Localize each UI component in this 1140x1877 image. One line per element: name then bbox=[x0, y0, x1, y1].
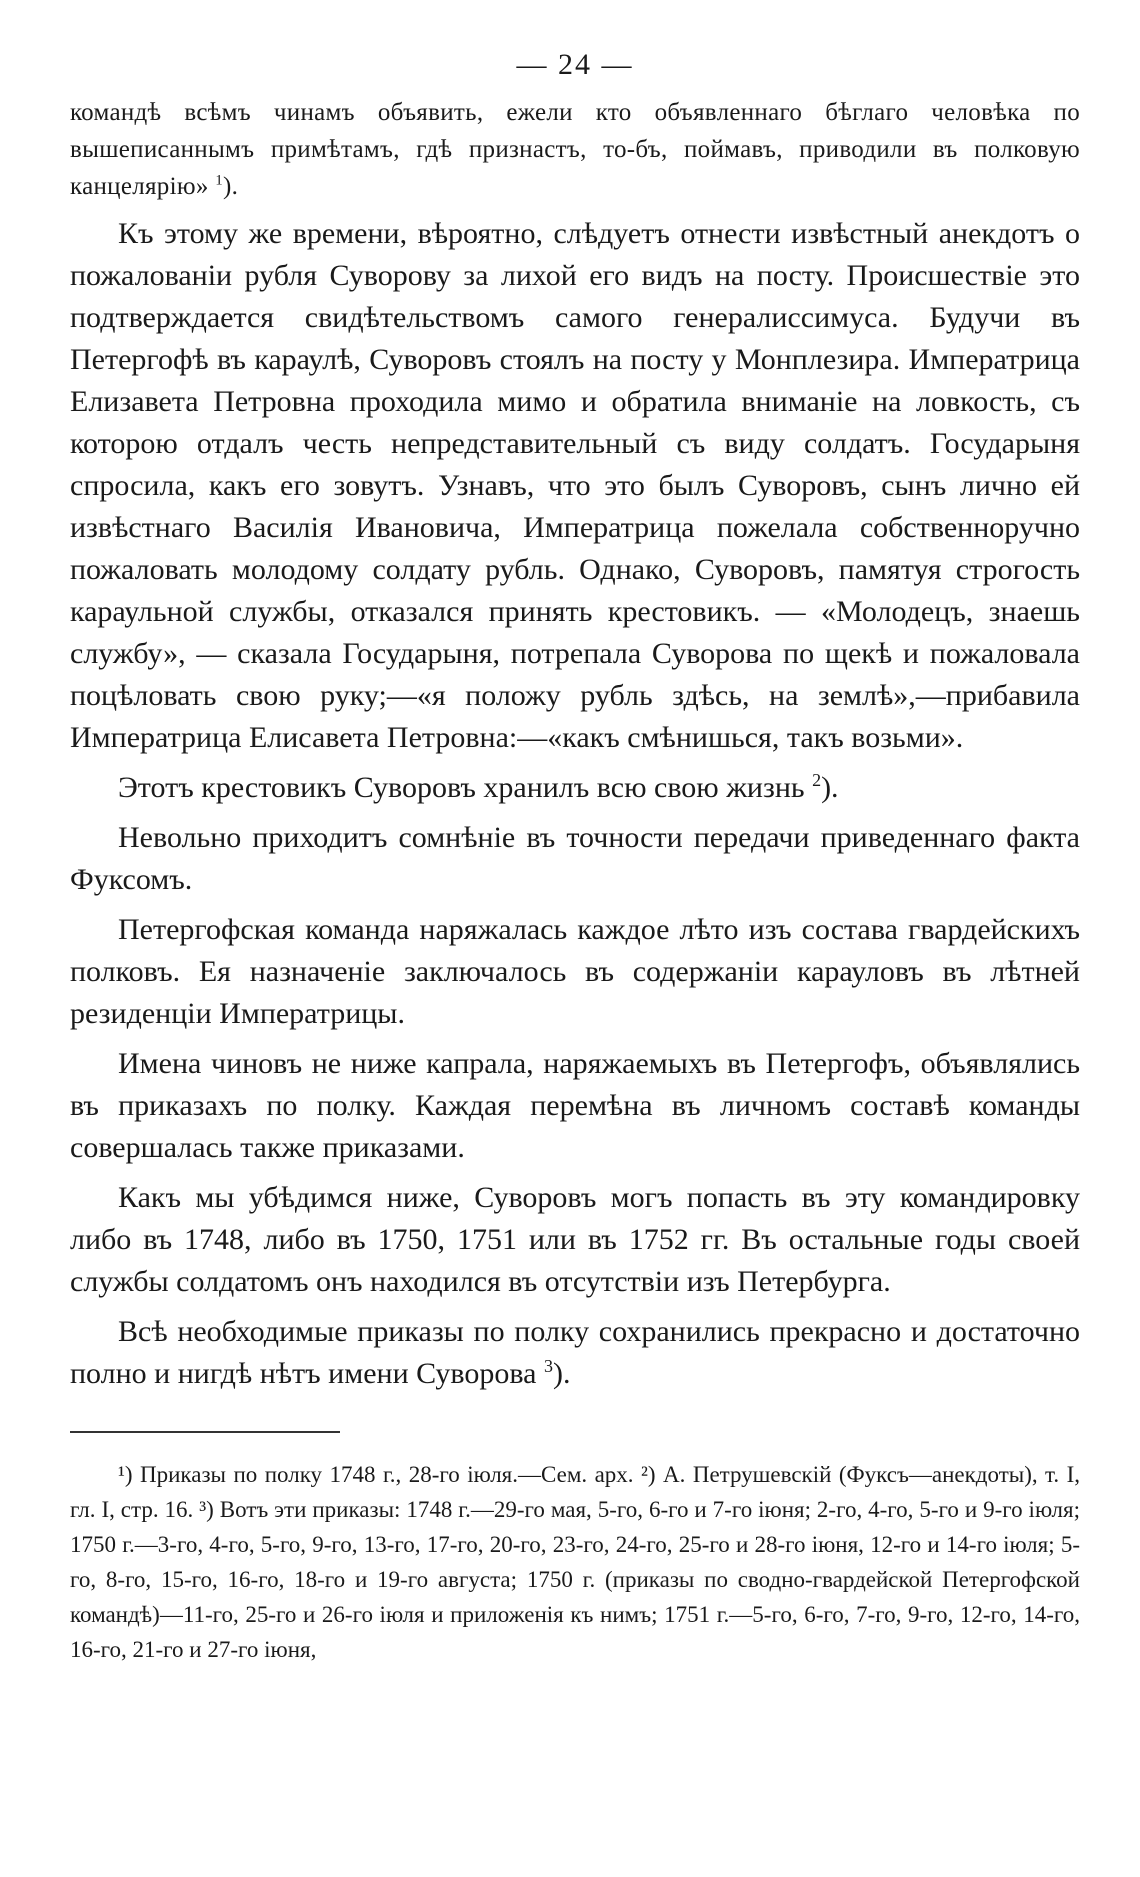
paragraph-doubt: Невольно приходитъ сомнѣніе въ точности передачи приведеннаго факта Фуксомъ. bbox=[70, 821, 1080, 896]
book-page bbox=[70, 48, 1080, 1667]
paragraph-anecdote: Къ этому же времени, вѣроятно, слѣдуетъ отнести извѣстный анекдотъ о пожалованіи рубля Суворову за лихой его видъ на посту. Происшествіе это подтверждается свидѣтельствомъ самого генералиссимуса. Будучи въ Петергофѣ въ караулѣ, Суворовъ стоялъ на посту у Монплезира. Императрица Елизавета Петровна проходила мимо и обратила вниманіе на ловкость, съ которою отдалъ честь непредставительный съ виду солдатъ. Государыня спросила, какъ его зовутъ. Узнавъ, что это былъ Суворовъ, сынъ лично ей извѣстнаго Василія Ивановича, Императрица пожелала собственноручно пожаловать молодому солдату рубль. Однако, Суворовъ, памятуя строгость караульной службы, отказался принять крестовикъ. — «Молодецъ, знаешь службу», — сказала Государыня, потрепала Суворова по щекѣ и пожаловала поцѣловать свою руку;—«я положу рубль здѣсь, на землѣ»,—прибавила Императрица Елисавета Петровна:—«какъ смѣнишься, такъ возьми». bbox=[70, 217, 1080, 754]
paragraph-continuation bbox=[70, 94, 1080, 205]
paragraph-peterhof-team: Петергофская команда наряжалась каждое лѣто изъ состава гвардейскихъ полковъ. Ея назначеніе заключалось въ содержаніи карауловъ въ лѣтней резиденціи Императрицы. bbox=[70, 913, 1080, 1030]
footnote-ref-tail: ). bbox=[223, 173, 239, 200]
footnote-ref-3: 3 bbox=[543, 1356, 553, 1376]
footnote-ref-tail: ). bbox=[821, 771, 839, 804]
paragraph-years: Какъ мы убѣдимся ниже, Суворовъ могъ попасть въ эту командировку либо въ 1748, либо въ 1750, 1751 или въ 1752 гг. Въ остальные годы своей службы солдатомъ онъ находился въ отсутствіи изъ Петербурга. bbox=[70, 1181, 1080, 1298]
footnote-divider bbox=[70, 1431, 340, 1433]
footnote-ref-1: 1 bbox=[215, 172, 223, 189]
page-number: — 24 — bbox=[516, 48, 634, 81]
footnote-ref-tail: ). bbox=[552, 1357, 571, 1390]
footnote-ref-2: 2 bbox=[812, 770, 822, 790]
footnotes: ¹) Приказы по полку 1748 г., 28-го іюля.—Сем. арх. ²) А. Петрушевскій (Фуксъ—анекдоты), т. I, гл. I, стр. 16. ³) Вотъ эти приказы: 1748 г.—29-го мая, 5-го, 6-го и 7-го іюня; 2-го, 4-го, 5-го и 9-го іюля; 1750 г.—3-го, 4-го, 5-го, 9-го, 13-го, 17-го, 20-го, 23-го, 24-го, 25-го и 28-го іюня, 12-го и 14-го іюля; 5-го, 8-го, 15-го, 16-го, 18-го и 19-го августа; 1750 г. (приказы по сводно-гвардейской Петергофской командѣ)—11-го, 25-го и 26-го іюля и приложенія къ нимъ; 1751 г.—5-го, 6-го, 7-го, 9-го, 12-го, 14-го, 16-го, 21-го и 27-го іюня, bbox=[70, 1462, 1080, 1662]
paragraph-text: командѣ всѣмъ чинамъ объявить, ежели кто объявленнаго бѣглаго человѣка по вышеписаннымъ примѣтамъ, гдѣ признастъ, то-бъ, поймавъ, приводили въ полковую канцелярію» bbox=[70, 99, 1080, 200]
paragraph-text: Этотъ крестовикъ Суворовъ хранилъ всю свою жизнь bbox=[118, 771, 805, 804]
paragraph-ranks: Имена чиновъ не ниже капрала, наряжаемыхъ въ Петергофъ, объявлялись въ приказахъ по полку. Каждая перемѣна въ личномъ составѣ команды совершалась также приказами. bbox=[70, 1047, 1080, 1164]
paragraph-krestovik bbox=[70, 767, 1080, 809]
paragraph-text: Всѣ необходимые приказы по полку сохранились прекрасно и достаточно полно и нигдѣ нѣтъ имени Суворова bbox=[70, 1315, 1080, 1390]
paragraph-orders bbox=[70, 1311, 1080, 1395]
